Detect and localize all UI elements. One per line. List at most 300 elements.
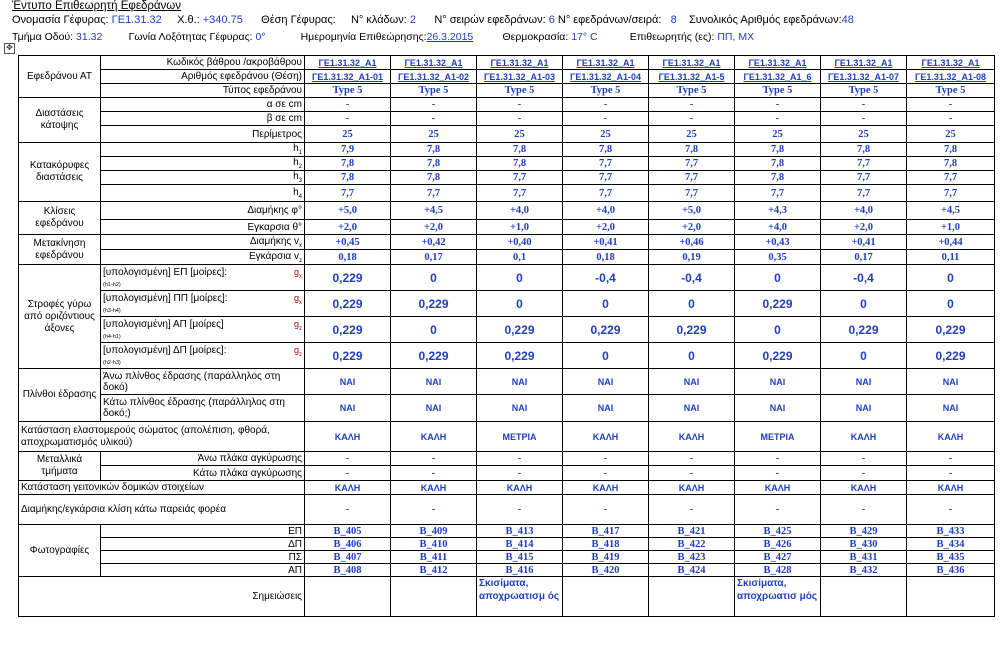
cell-tt-4[interactable]: +2,0	[563, 220, 649, 235]
cell-ph4-5[interactable]: Β_424	[649, 564, 735, 577]
cell-r3-6[interactable]: 0	[735, 317, 821, 343]
cell-ph2-2[interactable]: Β_410	[391, 538, 477, 551]
cell-alpha-6[interactable]: -	[735, 98, 821, 112]
cell-h4-7[interactable]: 7,7	[821, 185, 907, 202]
cell-pier-8[interactable]: ΓΕ1.31.32_Α1	[907, 56, 995, 70]
cell-r3-1[interactable]: 0,229	[305, 317, 391, 343]
cell-no-6[interactable]: ΓΕ1.31.32_Α1_6	[735, 70, 821, 84]
cell-dt-7[interactable]: 0,17	[821, 250, 907, 265]
cell-ph3-1[interactable]: Β_407	[305, 551, 391, 564]
cell-ph1-7[interactable]: Β_429	[821, 525, 907, 538]
cell-perim-2[interactable]: 25	[391, 126, 477, 143]
cell-perim-7[interactable]: 25	[821, 126, 907, 143]
cell-m1-2[interactable]: -	[391, 452, 477, 466]
cell-dt-6[interactable]: 0,35	[735, 250, 821, 265]
cell-no-7[interactable]: ΓΕ1.31.32_Α1-07	[821, 70, 907, 84]
cell-beta-3[interactable]: -	[477, 112, 563, 126]
cell-dl-8[interactable]: +0,44	[907, 235, 995, 250]
rotation-symbol: $g_z$	[293, 344, 302, 358]
cell-r2-5[interactable]: 0	[649, 291, 735, 317]
cell-nb-3[interactable]: ΚΑΛΗ	[477, 481, 563, 495]
header-line-1	[12, 14, 854, 26]
cell-perim-6[interactable]: 25	[735, 126, 821, 143]
cell-notes-8[interactable]	[907, 577, 995, 617]
cell-notes-4[interactable]	[563, 577, 649, 617]
cell-perim-1[interactable]: 25	[305, 126, 391, 143]
cell-r1-4[interactable]: -0,4	[563, 265, 649, 291]
row-label-h1: $h_1$	[101, 143, 305, 157]
cell-m2-1[interactable]: -	[305, 466, 391, 481]
cell-dt-4[interactable]: 0,18	[563, 250, 649, 265]
cell-h4-4[interactable]: 7,7	[563, 185, 649, 202]
cell-ph4-6[interactable]: Β_428	[735, 564, 821, 577]
cell-notes-6[interactable]: Σκισίματα, αποχρωατισ μός	[735, 577, 821, 617]
cell-p2-8[interactable]: ΝΑΙ	[907, 395, 995, 422]
table-row	[19, 538, 995, 551]
table-row	[19, 495, 995, 525]
row-label-disp_trans: Εγκάρσια $v_z$	[101, 250, 305, 265]
cell-el-8[interactable]: ΚΑΛΗ	[907, 422, 995, 452]
cell-m1-1[interactable]: -	[305, 452, 391, 466]
table-row	[19, 395, 995, 422]
cell-r4-1[interactable]: 0,229	[305, 343, 391, 369]
cell-m1-6[interactable]: -	[735, 452, 821, 466]
cell-beta-6[interactable]: -	[735, 112, 821, 126]
cell-m1-3[interactable]: -	[477, 452, 563, 466]
cell-r2-1[interactable]: 0,229	[305, 291, 391, 317]
section-label-metal: Μεταλλικά τμήματα	[19, 452, 101, 481]
cell-notes-3[interactable]: Σκισίματα, αποχρωατισμ ός	[477, 577, 563, 617]
cell-el-3[interactable]: ΜΕΤΡΙΑ	[477, 422, 563, 452]
section-label-plinths: Πλίνθοι έδρασης	[19, 369, 101, 422]
cell-type-6[interactable]: Type 5	[735, 84, 821, 98]
cell-r3-7[interactable]: 0,229	[821, 317, 907, 343]
cell-r1-2[interactable]: 0	[391, 265, 477, 291]
temp-label: Θερμοκρασία:	[502, 31, 569, 43]
cell-h2-5[interactable]: 7,7	[649, 157, 735, 171]
cell-tt-1[interactable]: +2,0	[305, 220, 391, 235]
section-label-tilts: Κλίσεις εφεδράνου	[19, 202, 101, 235]
table-row	[19, 317, 995, 343]
cell-r1-5[interactable]: -0,4	[649, 265, 735, 291]
cell-ph1-2[interactable]: Β_409	[391, 525, 477, 538]
row-label-alpha: α σε cm	[101, 98, 305, 112]
cell-p1-8[interactable]: ΝΑΙ	[907, 369, 995, 395]
cell-ph4-8[interactable]: Β_436	[907, 564, 995, 577]
cell-tl-2[interactable]: +4,5	[391, 202, 477, 220]
cell-ph3-7[interactable]: Β_431	[821, 551, 907, 564]
row-label-notes: Σημειώσεις	[19, 577, 305, 617]
cell-m2-3[interactable]: -	[477, 466, 563, 481]
cell-ph4-2[interactable]: Β_412	[391, 564, 477, 577]
table-row	[19, 185, 995, 202]
cell-r4-6[interactable]: 0,229	[735, 343, 821, 369]
cell-r1-8[interactable]: 0	[907, 265, 995, 291]
cell-beta-1[interactable]: -	[305, 112, 391, 126]
cell-perim-3[interactable]: 25	[477, 126, 563, 143]
cell-dl-1[interactable]: +0,45	[305, 235, 391, 250]
cell-nb-2[interactable]: ΚΑΛΗ	[391, 481, 477, 495]
cell-alpha-3[interactable]: -	[477, 98, 563, 112]
row-label-beta: β σε cm	[101, 112, 305, 126]
cell-pier-3[interactable]: ΓΕ1.31.32_Α1	[477, 56, 563, 70]
position-label: Θέση Γέφυρας:	[261, 14, 336, 26]
header-line-2	[12, 31, 754, 43]
cell-pier-7[interactable]: ΓΕ1.31.32_Α1	[821, 56, 907, 70]
cell-r4-2[interactable]: 0,229	[391, 343, 477, 369]
cell-beta-7[interactable]: -	[821, 112, 907, 126]
rotation-symbol: $g_x$	[293, 292, 302, 306]
cell-ph2-4[interactable]: Β_418	[563, 538, 649, 551]
cell-r3-3[interactable]: 0,229	[477, 317, 563, 343]
cell-r4-4[interactable]: 0	[563, 343, 649, 369]
cell-ph1-6[interactable]: Β_425	[735, 525, 821, 538]
cell-dl-6[interactable]: +0,43	[735, 235, 821, 250]
cell-r3-2[interactable]: 0	[391, 317, 477, 343]
cell-notes-5[interactable]	[649, 577, 735, 617]
cell-ph2-6[interactable]: Β_426	[735, 538, 821, 551]
cell-beta-2[interactable]: -	[391, 112, 477, 126]
cell-h4-1[interactable]: 7,7	[305, 185, 391, 202]
cell-el-2[interactable]: ΚΑΛΗ	[391, 422, 477, 452]
table-row	[19, 369, 995, 395]
cell-dl-2[interactable]: +0,42	[391, 235, 477, 250]
cell-m2-8[interactable]: -	[907, 466, 995, 481]
table-move-handle-icon[interactable]: ✥	[4, 43, 15, 54]
cell-el-4[interactable]: ΚΑΛΗ	[563, 422, 649, 452]
cell-ph2-8[interactable]: Β_434	[907, 538, 995, 551]
cell-bs-1[interactable]: -	[305, 495, 391, 525]
cell-p2-4[interactable]: ΝΑΙ	[563, 395, 649, 422]
cell-pier-1[interactable]: ΓΕ1.31.32_Α1	[305, 56, 391, 70]
cell-notes-2[interactable]	[391, 577, 477, 617]
cell-bs-3[interactable]: -	[477, 495, 563, 525]
row-label-rotation-3	[101, 317, 305, 343]
cell-h2-3[interactable]: 7,8	[477, 157, 563, 171]
skew-value: 0°	[255, 31, 266, 43]
cell-p2-6[interactable]: ΝΑΙ	[735, 395, 821, 422]
cell-tl-8[interactable]: +4,5	[907, 202, 995, 220]
cell-r3-8[interactable]: 0,229	[907, 317, 995, 343]
cell-no-5[interactable]: ΓΕ1.31.32_Α1-5	[649, 70, 735, 84]
cell-ph3-2[interactable]: Β_411	[391, 551, 477, 564]
cell-tt-3[interactable]: +1,0	[477, 220, 563, 235]
table-row	[19, 343, 995, 369]
cell-h3-4[interactable]: 7,7	[563, 171, 649, 185]
row-label-perimeter: Περίμετρος	[101, 126, 305, 143]
cell-p2-1[interactable]: ΝΑΙ	[305, 395, 391, 422]
cell-m1-8[interactable]: -	[907, 452, 995, 466]
cell-ph4-7[interactable]: Β_432	[821, 564, 907, 577]
cell-nb-1[interactable]: ΚΑΛΗ	[305, 481, 391, 495]
cell-alpha-5[interactable]: -	[649, 98, 735, 112]
table-row	[19, 202, 995, 220]
road-value: 31.32	[76, 31, 103, 43]
table-row	[19, 112, 995, 126]
cell-ph2-5[interactable]: Β_422	[649, 538, 735, 551]
cell-nb-4[interactable]: ΚΑΛΗ	[563, 481, 649, 495]
cell-m1-5[interactable]: -	[649, 452, 735, 466]
table-row	[19, 422, 995, 452]
rotation-formula: (h2-h3)	[103, 360, 121, 367]
cell-dl-4[interactable]: +0,41	[563, 235, 649, 250]
cell-bs-6[interactable]: -	[735, 495, 821, 525]
table-row	[19, 235, 995, 250]
cell-nb-7[interactable]: ΚΑΛΗ	[821, 481, 907, 495]
cell-el-5[interactable]: ΚΑΛΗ	[649, 422, 735, 452]
cell-ph4-1[interactable]: Β_408	[305, 564, 391, 577]
cell-ph2-7[interactable]: Β_430	[821, 538, 907, 551]
cell-ph4-4[interactable]: Β_420	[563, 564, 649, 577]
cell-h2-8[interactable]: 7,8	[907, 157, 995, 171]
cell-m1-7[interactable]: -	[821, 452, 907, 466]
cell-h1-4[interactable]: 7,8	[563, 143, 649, 157]
row-label-ph_ps: ΠΣ	[101, 551, 305, 564]
table-row	[19, 84, 995, 98]
cell-el-1[interactable]: ΚΑΛΗ	[305, 422, 391, 452]
cell-tt-6[interactable]: +4,0	[735, 220, 821, 235]
cell-tt-5[interactable]: +2,0	[649, 220, 735, 235]
section-label-rotations: Στροφές γύρω από οριζόντιους άξονες	[19, 265, 101, 369]
cell-h2-6[interactable]: 7,8	[735, 157, 821, 171]
cell-p2-7[interactable]: ΝΑΙ	[821, 395, 907, 422]
cell-bs-7[interactable]: -	[821, 495, 907, 525]
cell-m2-2[interactable]: -	[391, 466, 477, 481]
cell-tt-2[interactable]: +2,0	[391, 220, 477, 235]
cell-type-2[interactable]: Type 5	[391, 84, 477, 98]
cell-pier-6[interactable]: ΓΕ1.31.32_Α1	[735, 56, 821, 70]
cell-beta-5[interactable]: -	[649, 112, 735, 126]
rotation-label: [υπολογισμένη] ΔΠ [μοίρες]:	[103, 344, 227, 356]
cell-r2-8[interactable]: 0	[907, 291, 995, 317]
cell-dt-1[interactable]: 0,18	[305, 250, 391, 265]
cell-bs-5[interactable]: -	[649, 495, 735, 525]
section-label-photos: Φωτογραφίες	[19, 525, 101, 577]
cell-h2-1[interactable]: 7,8	[305, 157, 391, 171]
table-row	[19, 265, 995, 291]
cell-h3-3[interactable]: 7,7	[477, 171, 563, 185]
row-label-tilt_trans: Εγκαρσια θ°	[101, 220, 305, 235]
cell-dt-3[interactable]: 0,1	[477, 250, 563, 265]
cell-p2-2[interactable]: ΝΑΙ	[391, 395, 477, 422]
cell-p1-5[interactable]: ΝΑΙ	[649, 369, 735, 395]
cell-r2-4[interactable]: 0	[563, 291, 649, 317]
rotation-formula: (h3-h4)	[103, 308, 121, 315]
cell-no-8[interactable]: ΓΕ1.31.32_Α1-08	[907, 70, 995, 84]
cell-beta-8[interactable]: -	[907, 112, 995, 126]
cell-ph2-1[interactable]: Β_406	[305, 538, 391, 551]
cell-no-2[interactable]: ΓΕ1.31.32_Α1-02	[391, 70, 477, 84]
chainage-label: Χ.θ.:	[177, 14, 200, 26]
cell-h2-4[interactable]: 7,7	[563, 157, 649, 171]
cell-h1-8[interactable]: 7,8	[907, 143, 995, 157]
cell-ph1-1[interactable]: Β_405	[305, 525, 391, 538]
cell-h3-6[interactable]: 7,8	[735, 171, 821, 185]
cell-ph3-8[interactable]: Β_435	[907, 551, 995, 564]
cell-dl-3[interactable]: +0,40	[477, 235, 563, 250]
cell-nb-5[interactable]: ΚΑΛΗ	[649, 481, 735, 495]
cell-p1-6[interactable]: ΝΑΙ	[735, 369, 821, 395]
cell-ph1-4[interactable]: Β_417	[563, 525, 649, 538]
cell-h3-1[interactable]: 7,8	[305, 171, 391, 185]
cell-tl-4[interactable]: +4,0	[563, 202, 649, 220]
table-row	[19, 171, 995, 185]
row-label-disp_long: Διαμήκης $v_x$	[101, 235, 305, 250]
cell-dl-5[interactable]: +0,46	[649, 235, 735, 250]
table-row	[19, 291, 995, 317]
cell-dt-2[interactable]: 0,17	[391, 250, 477, 265]
cell-nb-8[interactable]: ΚΑΛΗ	[907, 481, 995, 495]
cell-p1-1[interactable]: ΝΑΙ	[305, 369, 391, 395]
cell-r1-7[interactable]: -0,4	[821, 265, 907, 291]
cell-beta-4[interactable]: -	[563, 112, 649, 126]
cell-r1-6[interactable]: 0	[735, 265, 821, 291]
cell-perim-8[interactable]: 25	[907, 126, 995, 143]
cell-ph3-5[interactable]: Β_423	[649, 551, 735, 564]
cell-pier-4[interactable]: ΓΕ1.31.32_Α1	[563, 56, 649, 70]
cell-h2-7[interactable]: 7,7	[821, 157, 907, 171]
cell-m2-4[interactable]: -	[563, 466, 649, 481]
cell-h1-3[interactable]: 7,8	[477, 143, 563, 157]
cell-r3-5[interactable]: 0,229	[649, 317, 735, 343]
cell-p1-3[interactable]: ΝΑΙ	[477, 369, 563, 395]
cell-type-4[interactable]: Type 5	[563, 84, 649, 98]
cell-h3-7[interactable]: 7,7	[821, 171, 907, 185]
row-label-plinth_top: Άνω πλίνθος έδρασης (παράλληλος στη δοκό)	[101, 369, 305, 395]
cell-h3-5[interactable]: 7,7	[649, 171, 735, 185]
cell-el-6[interactable]: ΜΕΤΡΙΑ	[735, 422, 821, 452]
cell-type-7[interactable]: Type 5	[821, 84, 907, 98]
cell-h1-6[interactable]: 7,8	[735, 143, 821, 157]
cell-no-1[interactable]: ΓΕ1.31.32_Α1-01	[305, 70, 391, 84]
cell-r1-1[interactable]: 0,229	[305, 265, 391, 291]
cell-r3-4[interactable]: 0,229	[563, 317, 649, 343]
cell-h1-2[interactable]: 7,8	[391, 143, 477, 157]
cell-ph1-5[interactable]: Β_421	[649, 525, 735, 538]
cell-dt-8[interactable]: 0,11	[907, 250, 995, 265]
cell-tl-5[interactable]: +5,0	[649, 202, 735, 220]
rotation-label: [υπολογισμένη] ΕΠ [μοίρες]:	[103, 266, 228, 278]
date-label: Ημερομηνία Επιθεώρησης:	[300, 31, 427, 43]
cell-p1-2[interactable]: ΝΑΙ	[391, 369, 477, 395]
cell-p1-4[interactable]: ΝΑΙ	[563, 369, 649, 395]
cell-tl-1[interactable]: +5,0	[305, 202, 391, 220]
cell-alpha-2[interactable]: -	[391, 98, 477, 112]
table-row	[19, 577, 995, 617]
cell-ph1-8[interactable]: Β_433	[907, 525, 995, 538]
row-label-rotation-4	[101, 343, 305, 369]
table-row	[19, 525, 995, 538]
cell-tl-3[interactable]: +4,0	[477, 202, 563, 220]
cell-m2-7[interactable]: -	[821, 466, 907, 481]
cell-alpha-8[interactable]: -	[907, 98, 995, 112]
cell-alpha-4[interactable]: -	[563, 98, 649, 112]
cell-tl-6[interactable]: +4,3	[735, 202, 821, 220]
cell-h3-8[interactable]: 7,7	[907, 171, 995, 185]
cell-h2-2[interactable]: 7,8	[391, 157, 477, 171]
cell-ph3-3[interactable]: Β_415	[477, 551, 563, 564]
rows-value: 6	[548, 14, 555, 26]
cell-h1-7[interactable]: 7,8	[821, 143, 907, 157]
cell-h1-5[interactable]: 7,8	[649, 143, 735, 157]
cell-type-1[interactable]: Type 5	[305, 84, 391, 98]
cell-ph3-6[interactable]: Β_427	[735, 551, 821, 564]
cell-h1-1[interactable]: 7,9	[305, 143, 391, 157]
cell-r4-3[interactable]: 0,229	[477, 343, 563, 369]
cell-r2-2[interactable]: 0,229	[391, 291, 477, 317]
cell-alpha-1[interactable]: -	[305, 98, 391, 112]
cell-no-3[interactable]: ΓΕ1.31.32_Α1-03	[477, 70, 563, 84]
cell-alpha-7[interactable]: -	[821, 98, 907, 112]
cell-r4-5[interactable]: 0	[649, 343, 735, 369]
cell-notes-1[interactable]	[305, 577, 391, 617]
cell-tt-8[interactable]: +1,0	[907, 220, 995, 235]
row-label-metal_bottom: Κάτω πλάκα αγκύρωσης	[101, 466, 305, 481]
cell-bs-8[interactable]: -	[907, 495, 995, 525]
row-label-ph_ep: ΕΠ	[101, 525, 305, 538]
table-row	[19, 56, 995, 70]
cell-h4-2[interactable]: 7,7	[391, 185, 477, 202]
cell-p2-5[interactable]: ΝΑΙ	[649, 395, 735, 422]
cell-r2-3[interactable]: 0	[477, 291, 563, 317]
cell-h4-8[interactable]: 7,7	[907, 185, 995, 202]
cell-type-5[interactable]: Type 5	[649, 84, 735, 98]
cell-p1-7[interactable]: ΝΑΙ	[821, 369, 907, 395]
cell-r2-6[interactable]: 0,229	[735, 291, 821, 317]
cell-m1-4[interactable]: -	[563, 452, 649, 466]
section-label-bearing: Εφεδράνου ΑΤ	[19, 56, 101, 98]
cell-type-3[interactable]: Type 5	[477, 84, 563, 98]
cell-ph1-3[interactable]: Β_413	[477, 525, 563, 538]
cell-h4-6[interactable]: 7,7	[735, 185, 821, 202]
cell-ph3-4[interactable]: Β_419	[563, 551, 649, 564]
cell-dl-7[interactable]: +0,41	[821, 235, 907, 250]
cell-bs-4[interactable]: -	[563, 495, 649, 525]
cell-notes-7[interactable]	[821, 577, 907, 617]
cell-r4-8[interactable]: 0,229	[907, 343, 995, 369]
table-row	[19, 250, 995, 265]
cell-ph4-3[interactable]: Β_416	[477, 564, 563, 577]
cell-nb-6[interactable]: ΚΑΛΗ	[735, 481, 821, 495]
cell-pier-2[interactable]: ΓΕ1.31.32_Α1	[391, 56, 477, 70]
cell-type-8[interactable]: Type 5	[907, 84, 995, 98]
cell-no-4[interactable]: ΓΕ1.31.32_Α1-04	[563, 70, 649, 84]
cell-h3-2[interactable]: 7,8	[391, 171, 477, 185]
row-label-h2: $h_2$	[101, 157, 305, 171]
cell-p2-3[interactable]: ΝΑΙ	[477, 395, 563, 422]
cell-h4-3[interactable]: 7,7	[477, 185, 563, 202]
cell-h4-5[interactable]: 7,7	[649, 185, 735, 202]
cell-m2-5[interactable]: -	[649, 466, 735, 481]
cell-tt-7[interactable]: +2,0	[821, 220, 907, 235]
cell-dt-5[interactable]: 0,19	[649, 250, 735, 265]
row-label-metal_top: Άνω πλάκα αγκύρωσης	[101, 452, 305, 466]
cell-ph2-3[interactable]: Β_414	[477, 538, 563, 551]
cell-r2-7[interactable]: 0	[821, 291, 907, 317]
rotation-formula: (h1-h2)	[103, 282, 121, 289]
cell-m2-6[interactable]: -	[735, 466, 821, 481]
cell-perim-4[interactable]: 25	[563, 126, 649, 143]
cell-el-7[interactable]: ΚΑΛΗ	[821, 422, 907, 452]
cell-pier-5[interactable]: ΓΕ1.31.32_Α1	[649, 56, 735, 70]
cell-r4-7[interactable]: 0	[821, 343, 907, 369]
cell-bs-2[interactable]: -	[391, 495, 477, 525]
bridge-name-value: ΓΕ1.31.32	[111, 14, 162, 26]
cell-r1-3[interactable]: 0	[477, 265, 563, 291]
cell-perim-5[interactable]: 25	[649, 126, 735, 143]
rotation-formula: (h4-h1)	[103, 334, 121, 341]
cell-tl-7[interactable]: +4,0	[821, 202, 907, 220]
